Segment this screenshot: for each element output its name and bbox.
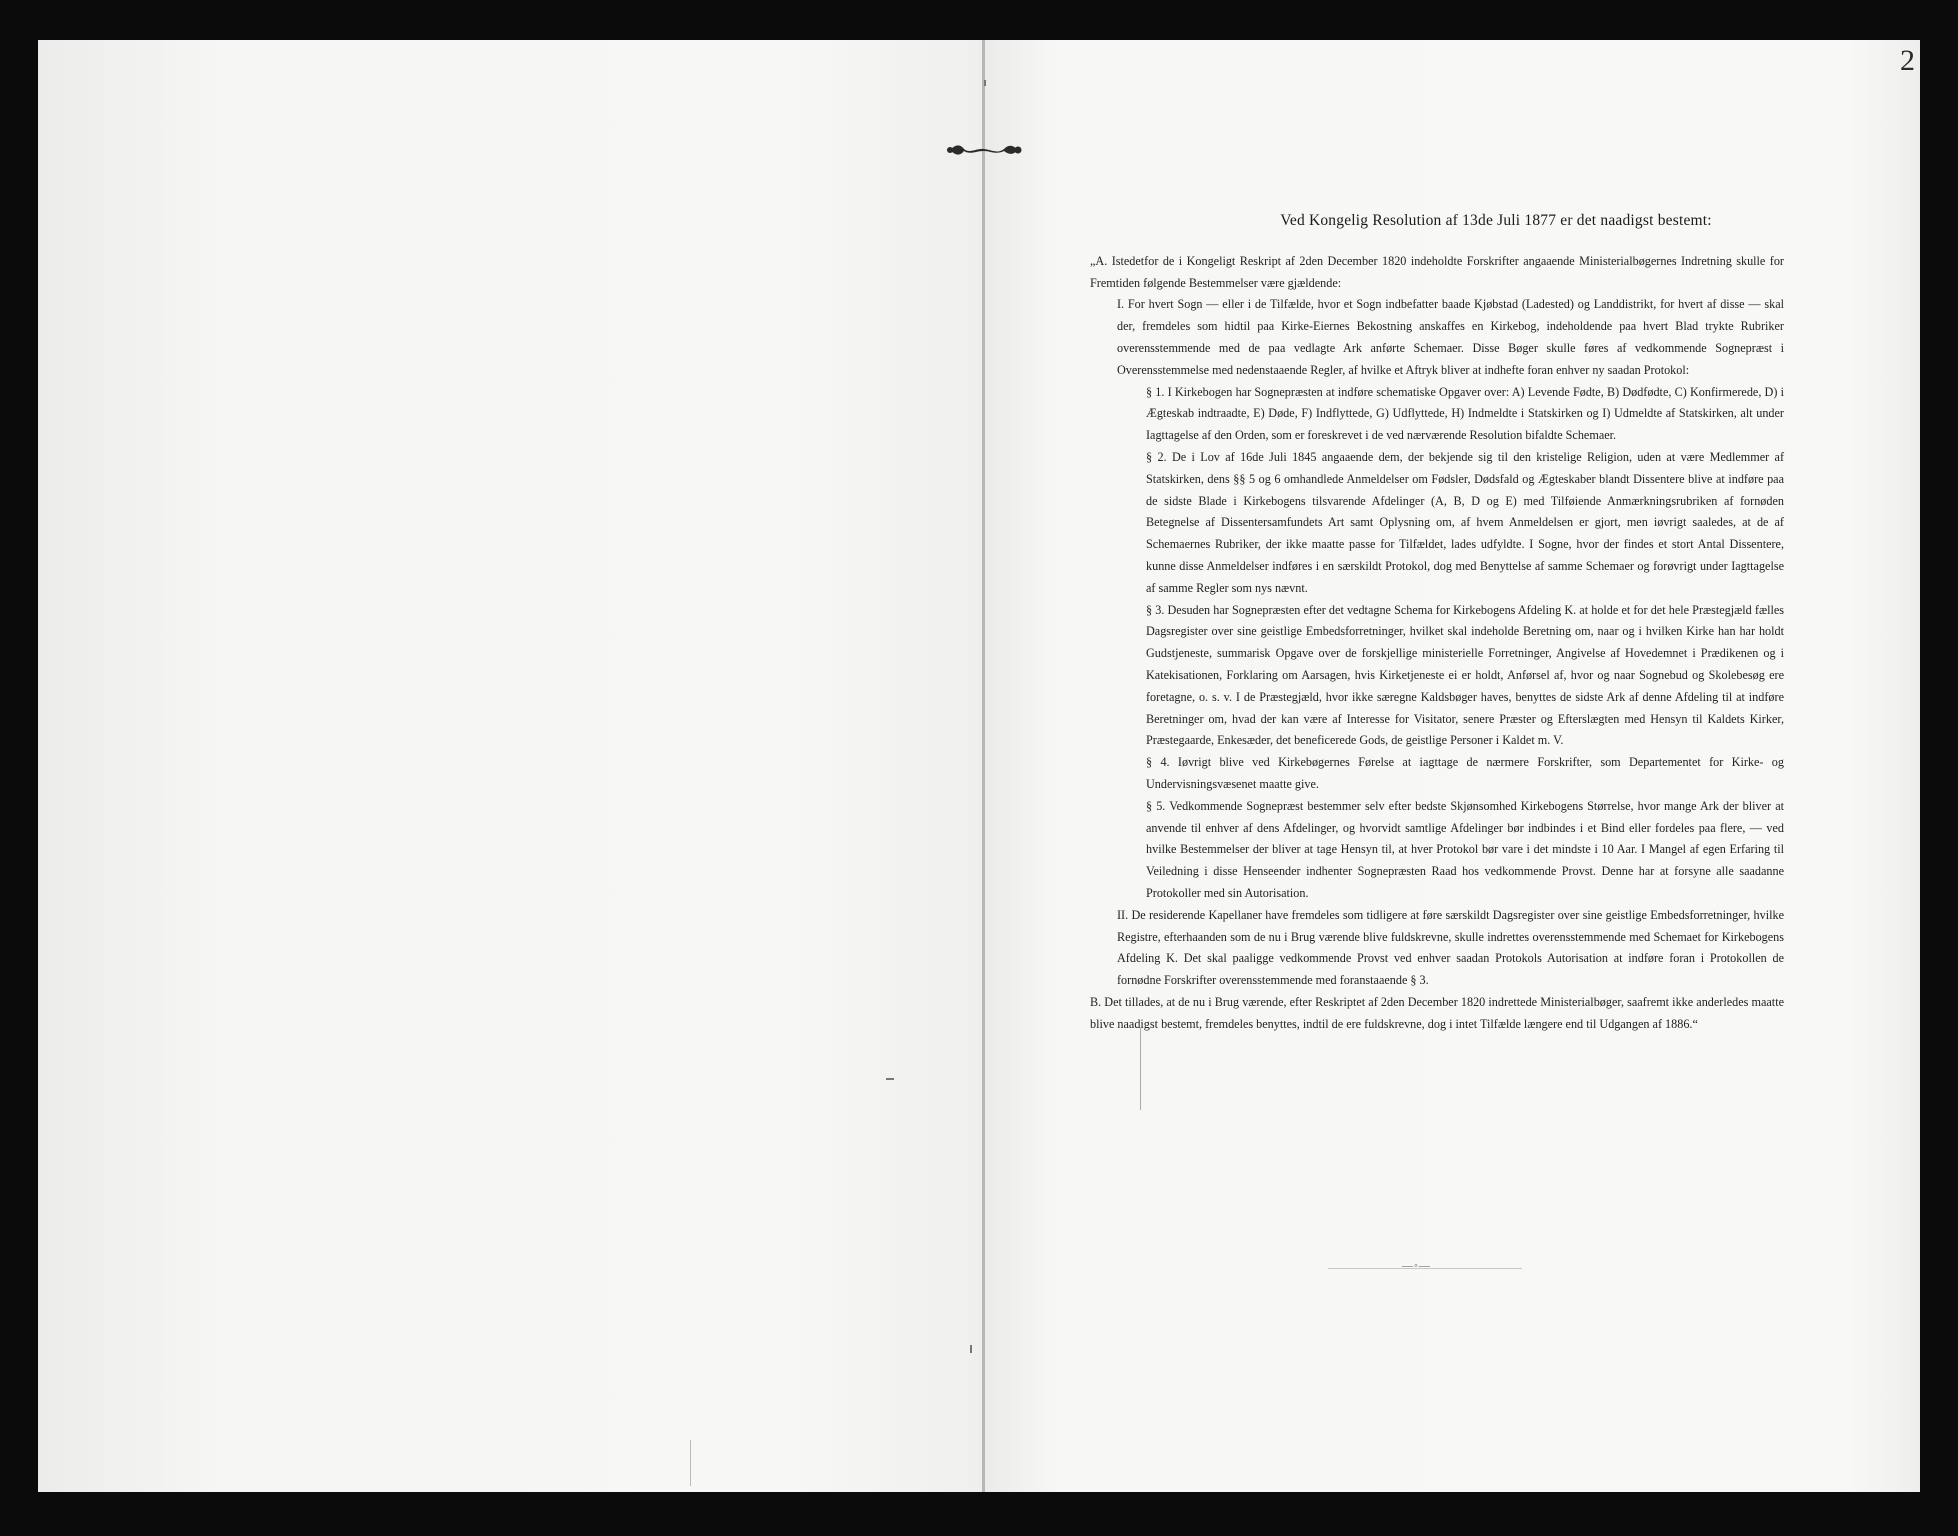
paragraph-a: „A. Istedetfor de i Kongeligt Reskript af 2den December 1820 indeholdte Forskrifter angaaende Ministerialbøgernes Indretning skulle for Fremtiden følgende Bestemmelser være gjældende: (1090, 253, 1784, 290)
section-4: § 4. Iøvrigt blive ved Kirkebøgernes Førelse at iagttage de nærmere Forskrifter, som Departementet for Kirke- og Undervisningsvæsenet maatte give. (1146, 755, 1784, 791)
resolution-text (1090, 210, 1784, 1035)
left-page (38, 40, 983, 1492)
gutter-mark (970, 1345, 972, 1353)
section-2: § 2. De i Lov af 16de Juli 1845 angaaende dem, der bekjende sig til den kristelige Religion, uden at være Medlemmer af Statskirken, dens §§ 5 og 6 omhandlede Anmeldelser om Fødsler, Dødsfald og Ægteskaber blandt Dissentere blive at indføre paa de sidste Blade i Kirkebogens tilsvarende Afdelinger (A, B, D og E) med Tilføiende Anmærkningsrubriken af fornøden Betegnelse af Dissentersamfundets Art samt Oplysning om, af hvem Anmeldelsen er gjort, men iøvrigt saaledes, at de af Schemaernes Rubriker, der ikke maatte passe for Tilfældet, lades udfyldte. I Sogne, hvor der findes et stort Antal Dissentere, kunne disse Anmeldelser indføres i en særskildt Protokol, dog med Benyttelse af samme Schemaer og forøvrigt under Iagttagelse af samme Regler som nys nævnt. (1146, 449, 1784, 595)
ornament-icon (946, 140, 1022, 160)
section-3: § 3. Desuden har Sognepræsten efter det vedtagne Schema for Kirkebogens Afdeling K. at holde et for det hele Præstegjæld fælles Dagsregister over sine geistlige Embedsforretninger, hvilket skal indeholde Beretning om, naar og i hvilken Kirke han har holdt Gudstjeneste, summarisk Opgave over de forskjellige ministerielle Forretninger, Angivelse af Hovedemnet i Prædikenen og i Katekisationen, Forklaring om Aarsagen, hvis Kirketjeneste ei er holdt, Anførsel af, hvor og naar Sognebud og Skolebesøg ere foretagne, o. s. v. I de Præstegjæld, hvor ikke særegne Kaldsbøger haves, benyttes de sidste Ark af denne Afdeling til at indføre Beretninger om, hvad der kan være af Interesse for Visitator, senere Præster og Efterslægten med Hensyn til Kaldets Kirker, Præstegaarde, Enkesæder, det beneficerede Gods, de geistlige Personer i Kaldet m. V. (1146, 602, 1784, 748)
page-number: 2 (1900, 44, 1915, 77)
paragraph-b: B. Det tillades, at de nu i Brug værende, efter Reskriptet af 2den December 1820 indrettede Ministerialbøger, saafremt ikke anderledes maatte blive naadigst bestemt, fremdeles benyttes, indtil de ere fuldskrevne, dog i intet Tilfælde længere end til Udgangen af 1886.“ (1090, 994, 1784, 1031)
stray-mark (886, 1078, 894, 1080)
margin-line (1140, 1028, 1141, 1110)
section-1: § 1. I Kirkebogen har Sognepræsten at indføre schematiske Opgaver over: A) Levende Fødte, B) Dødfødte, C) Konfirmerede, D) i Ægteskab indtraadte, E) Døde, F) Indflyttede, G) Udflyttede, H) Indmeldte i Statskirken og I) Udmeldte af Statskirken, alt under Iagttagelse af den Orden, som er foreskrevet i de ved nærværende Resolution bifaldte Schemaer. (1146, 384, 1784, 443)
book-gutter (982, 40, 985, 1492)
resolution-heading: Ved Kongelig Resolution af 13de Juli 1877 er det naadigst bestemt: (1280, 212, 1712, 229)
margin-line (690, 1440, 691, 1486)
gutter-mark (984, 80, 986, 86)
section-5: § 5. Vedkommende Sognepræst bestemmer selv efter bedste Skjønsomhed Kirkebogens Størrelse, hvor mange Ark der bliver at anvende til enhver af dens Afdelinger, og hvorvidt samtlige Afdelinger bør indbindes i et Bind eller fordeles paa flere, — ved hvilke Bestemmelser der bliver at tage Hensyn til, at hver Protokol bør vare i det mindste i 10 Aar. I Mangel af egen Erfaring til Veiledning i disse Henseender indhenter Sognepræsten Raad hos vedkommende Provst. Denne har at forsyne alle saadanne Protokoller med sin Autorisation. (1146, 798, 1784, 900)
paragraph-ii: II. De residerende Kapellaner have fremdeles som tidligere at føre særskildt Dagsregister over sine geistlige Embedsforretninger, hvilke Registre, efterhaanden som de nu i Brug værende blive fuldskrevne, skulle indrettes overensstemmende med Schemaet for Kirkebogens Afdeling K. Det skal paaligge vedkommende Provst ved enhver saadan Protokols Autorisation at indføre foran i Protokollen de fornødne Forskrifter overensstemmende med foranstaaende § 3. (1117, 907, 1784, 988)
paragraph-i: I. For hvert Sogn — eller i de Tilfælde, hvor et Sogn indbefatter baade Kjøbstad (Ladested) og Landdistrikt, for hvert af disse — skal der, fremdeles som hidtil paa Kirke-Eiernes Bekostning anskaffes en Kirkebog, indeholdende paa hvert Blad trykte Rubriker overensstemmende med de paa vedlagte Ark anførte Schemaer. Disse Bøger skulle føres af vedkommende Sognepræst i Overensstemmelse med nedenstaaende Regler, af hvilke et Aftryk bliver at indhefte foran enhver ny saadan Protokol: (1117, 297, 1784, 377)
end-separator-mark: —◦— (1402, 1260, 1431, 1272)
